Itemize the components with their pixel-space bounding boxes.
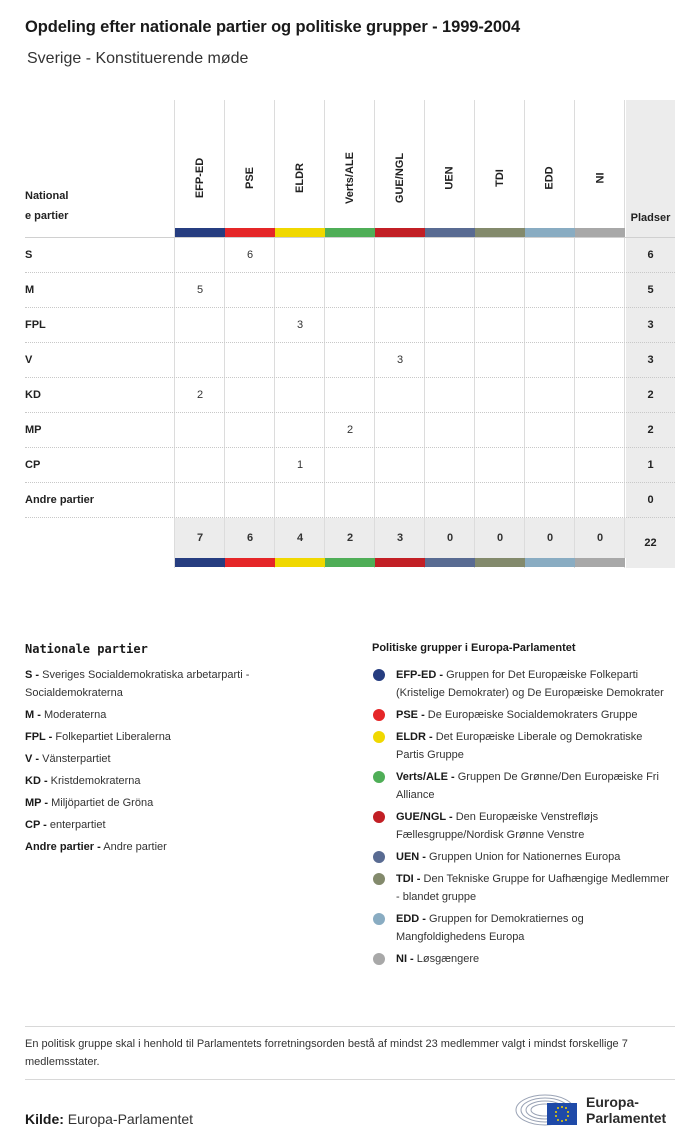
row-party-label: S	[25, 249, 33, 261]
row-party-label: M	[25, 284, 35, 296]
column-total: 0	[446, 532, 454, 544]
legend-name: Gruppen Union for Nationernes Europa	[429, 851, 621, 863]
column-header	[175, 138, 225, 218]
column-header	[475, 138, 525, 218]
legend-item	[372, 910, 672, 946]
logo-line-2: Parlamentet	[586, 1110, 667, 1126]
column-total: 6	[246, 532, 254, 544]
table-cell	[525, 378, 575, 413]
row-total: 3	[647, 319, 654, 331]
color-dot-icon	[373, 709, 385, 721]
table-cell	[325, 378, 375, 413]
group-color-bar	[425, 228, 475, 237]
column-header-label: NI	[594, 172, 606, 184]
row-party-label: CP	[25, 459, 41, 471]
color-dot-icon	[373, 771, 385, 783]
national-parties-header: National e partier	[25, 190, 69, 222]
legend-item	[372, 706, 672, 724]
table-cell	[175, 343, 225, 378]
column-header-label: Verts/ALE	[344, 152, 356, 204]
column-total: 7	[196, 532, 204, 544]
table-cell	[475, 413, 525, 448]
table-cell	[275, 343, 325, 378]
legend-abbr: CP -	[25, 819, 47, 831]
table-cell	[475, 273, 525, 308]
table-cell: 2	[196, 389, 204, 401]
legend-name: Moderaterna	[43, 709, 107, 721]
row-total: 2	[647, 424, 654, 436]
table-cell	[275, 238, 325, 273]
group-color-bar	[225, 558, 275, 567]
legend-name: Folkepartiet Liberalerna	[55, 731, 171, 743]
legend-item	[372, 768, 672, 804]
legend-abbr: EDD -	[396, 913, 426, 925]
table-cell	[375, 413, 425, 448]
grand-total: 22	[644, 537, 657, 549]
national-legend-title: Nationale partier	[25, 642, 148, 656]
table-cell	[425, 378, 475, 413]
table-cell: 3	[296, 319, 304, 331]
group-color-bar	[375, 558, 425, 567]
group-color-bar	[325, 558, 375, 567]
legend-abbr: GUE/NGL -	[396, 811, 453, 823]
column-header-label: PSE	[243, 166, 256, 190]
color-dot-icon	[373, 731, 385, 743]
table-cell	[225, 413, 275, 448]
table-cell	[375, 483, 425, 518]
color-dot-icon	[373, 873, 385, 885]
political-groups-legend	[372, 666, 672, 972]
legend-abbr: FPL -	[25, 731, 53, 743]
table-cell	[375, 378, 425, 413]
table-cell: 5	[196, 284, 204, 296]
table-cell	[475, 343, 525, 378]
table-cell	[575, 273, 625, 308]
source-line	[25, 1111, 193, 1127]
legend-item	[25, 772, 325, 790]
table-cell	[375, 273, 425, 308]
legend-item	[25, 706, 325, 724]
group-color-bar	[375, 228, 425, 237]
color-dot-icon	[373, 811, 385, 823]
table-cell: 3	[396, 354, 404, 366]
legend-abbr: ELDR -	[396, 731, 433, 743]
page-subtitle: Sverige - Konstituerende møde	[27, 50, 249, 67]
legend-item	[25, 816, 325, 834]
table-cell	[575, 343, 625, 378]
table-cell	[525, 238, 575, 273]
group-color-bar	[225, 228, 275, 237]
legend-abbr: TDI -	[396, 873, 421, 885]
legend-name: Den Tekniske Gruppe for Uafhængige Medlemmer - blandet gruppe	[396, 873, 670, 903]
source-label: Kilde:	[25, 1111, 64, 1127]
table-cell	[275, 378, 325, 413]
group-color-bar	[525, 558, 575, 567]
legend-name: Gruppen De Grønne/Den Europæiske Fri Alliance	[396, 771, 659, 801]
table-cell: 2	[346, 424, 354, 436]
table-cell	[225, 273, 275, 308]
table-cell	[325, 308, 375, 343]
table-cell	[475, 378, 525, 413]
column-header-label: EFP-ED	[194, 157, 206, 199]
legend-name: Det Europæiske Liberale og Demokratiske Partis Gruppe	[396, 731, 643, 761]
table-cell	[175, 308, 225, 343]
table-cell	[425, 273, 475, 308]
table-cell	[575, 413, 625, 448]
legend-item	[25, 838, 325, 856]
table-cell	[325, 483, 375, 518]
table-cell	[325, 273, 375, 308]
table-cell	[375, 308, 425, 343]
source-value: Europa-Parlamentet	[67, 1111, 194, 1127]
legend-name: Vänsterpartiet	[42, 753, 111, 765]
column-header	[225, 138, 275, 218]
table-cell	[325, 343, 375, 378]
logo-line-1: Europa-	[586, 1094, 639, 1110]
footnote: En politisk gruppe skal i henhold til Parlamentets forretningsorden bestå af mindst 23 medlemmer valgt i mindst forskellige 7 medlemsstater.	[25, 1038, 628, 1068]
legend-item	[372, 950, 672, 968]
divider	[25, 1026, 675, 1027]
group-color-bar	[175, 228, 225, 237]
table-cell	[175, 448, 225, 483]
legend-abbr: NI -	[396, 953, 414, 965]
row-total: 5	[647, 284, 654, 296]
legend-item	[25, 666, 325, 702]
legend-name: Løsgængere	[416, 953, 480, 965]
column-total: 0	[596, 532, 604, 544]
legend-abbr: MP -	[25, 797, 49, 809]
group-color-bar	[575, 558, 625, 567]
table-cell	[175, 483, 225, 518]
group-color-bar	[275, 228, 325, 237]
column-header-label: TDI	[493, 169, 506, 187]
color-dot-icon	[373, 669, 385, 681]
legend-abbr: KD -	[25, 775, 48, 787]
table-cell	[225, 378, 275, 413]
legend-abbr: S -	[25, 669, 40, 681]
row-party-label: KD	[25, 389, 41, 401]
seat-distribution-table	[25, 100, 675, 570]
legend-name: Gruppen for Demokratiernes og Mangfoldighedens Europa	[396, 913, 584, 943]
group-color-bar	[575, 228, 625, 237]
legend-abbr: EFP-ED -	[396, 669, 444, 681]
table-cell	[575, 308, 625, 343]
legend-item	[372, 808, 672, 844]
column-total: 0	[546, 532, 554, 544]
table-cell	[525, 308, 575, 343]
table-cell	[225, 343, 275, 378]
legend-abbr: M -	[25, 709, 41, 721]
table-cell	[575, 378, 625, 413]
row-party-label: FPL	[25, 319, 46, 331]
table-cell	[425, 448, 475, 483]
table-cell	[525, 273, 575, 308]
group-color-bar	[525, 228, 575, 237]
legend-name: Kristdemokraterna	[50, 775, 141, 787]
row-total: 1	[647, 459, 654, 471]
table-cell	[175, 413, 225, 448]
table-cell	[475, 483, 525, 518]
page-title: Opdeling efter nationale partier og politiske grupper - 1999-2004	[25, 18, 521, 36]
table-cell	[475, 308, 525, 343]
table-cell	[225, 308, 275, 343]
column-total: 2	[346, 532, 354, 544]
table-cell	[225, 483, 275, 518]
table-cell	[425, 483, 475, 518]
color-dot-icon	[373, 913, 385, 925]
legend-abbr: Andre partier -	[25, 841, 101, 853]
column-header	[425, 138, 475, 218]
table-cell	[375, 448, 425, 483]
column-header	[575, 138, 625, 218]
seats-header: Pladser	[630, 212, 671, 224]
group-color-bar	[275, 558, 325, 567]
legend-item	[25, 728, 325, 746]
table-cell	[325, 448, 375, 483]
column-header	[525, 138, 575, 218]
legend-item	[372, 666, 672, 702]
table-cell	[275, 413, 325, 448]
table-cell	[575, 483, 625, 518]
row-total: 3	[647, 354, 654, 366]
legend-name: Miljöpartiet de Gröna	[51, 797, 154, 809]
column-header-label: EDD	[543, 166, 556, 190]
table-cell	[225, 448, 275, 483]
legend-abbr: UEN -	[396, 851, 426, 863]
table-cell	[525, 448, 575, 483]
table-cell	[525, 413, 575, 448]
legend-abbr: Verts/ALE -	[396, 771, 455, 783]
table-cell	[475, 238, 525, 273]
legend-item	[25, 794, 325, 812]
row-party-label: V	[25, 354, 33, 366]
table-cell	[325, 238, 375, 273]
table-cell	[525, 343, 575, 378]
legend-name: Den Europæiske Venstrefløjs Fællesgruppe/Nordisk Grønne Venstre	[396, 811, 599, 841]
group-color-bar	[175, 558, 225, 567]
table-cell	[425, 238, 475, 273]
column-total: 4	[296, 532, 304, 544]
table-cell	[425, 308, 475, 343]
legend-abbr: PSE -	[396, 709, 425, 721]
legend-item	[372, 728, 672, 764]
row-total: 6	[647, 249, 654, 261]
row-party-label: Andre partier	[25, 494, 95, 506]
group-color-bar	[475, 558, 525, 567]
column-total: 3	[396, 532, 404, 544]
row-total: 2	[647, 389, 654, 401]
table-cell	[575, 238, 625, 273]
legend-item	[372, 870, 672, 906]
row-party-label: MP	[25, 424, 42, 436]
column-header	[275, 138, 325, 218]
table-cell	[575, 448, 625, 483]
color-dot-icon	[373, 953, 385, 965]
table-cell	[375, 238, 425, 273]
column-header	[375, 138, 425, 218]
legend-name: Gruppen for Det Europæiske Folkeparti (Kristelige Demokrater) og De Europæiske Demokrater	[396, 669, 664, 699]
europarl-logo	[515, 1090, 680, 1130]
row-total: 0	[647, 494, 654, 506]
column-total: 0	[496, 532, 504, 544]
legend-item	[25, 750, 325, 768]
group-color-bar	[325, 228, 375, 237]
column-header-label: UEN	[443, 166, 456, 190]
table-cell	[275, 483, 325, 518]
table-cell	[425, 413, 475, 448]
table-cell: 6	[246, 249, 254, 261]
table-cell	[275, 273, 325, 308]
table-cell	[175, 238, 225, 273]
table-cell	[525, 483, 575, 518]
table-cell: 1	[296, 459, 304, 471]
table-cell	[425, 343, 475, 378]
logo-text	[586, 1094, 666, 1126]
color-dot-icon	[373, 851, 385, 863]
legend-name: De Europæiske Socialdemokraters Gruppe	[427, 709, 638, 721]
column-header-label: GUE/NGL	[394, 152, 406, 204]
divider	[25, 1079, 675, 1080]
parliament-hemicycle-icon	[515, 1092, 581, 1128]
group-color-bar	[475, 228, 525, 237]
column-header-label: ELDR	[293, 163, 306, 193]
table-cell	[475, 448, 525, 483]
legend-item	[372, 848, 672, 866]
national-parties-legend	[25, 666, 325, 860]
column-header	[325, 138, 375, 218]
legend-abbr: V -	[25, 753, 40, 765]
legend-name: Sveriges Socialdemokratiska arbetarparti - Socialdemokraterna	[25, 669, 250, 699]
group-color-bar	[425, 558, 475, 567]
groups-legend-title: Politiske grupper i Europa-Parlamentet	[372, 642, 576, 654]
legend-name: Andre partier	[103, 841, 167, 853]
legend-name: enterpartiet	[49, 819, 106, 831]
